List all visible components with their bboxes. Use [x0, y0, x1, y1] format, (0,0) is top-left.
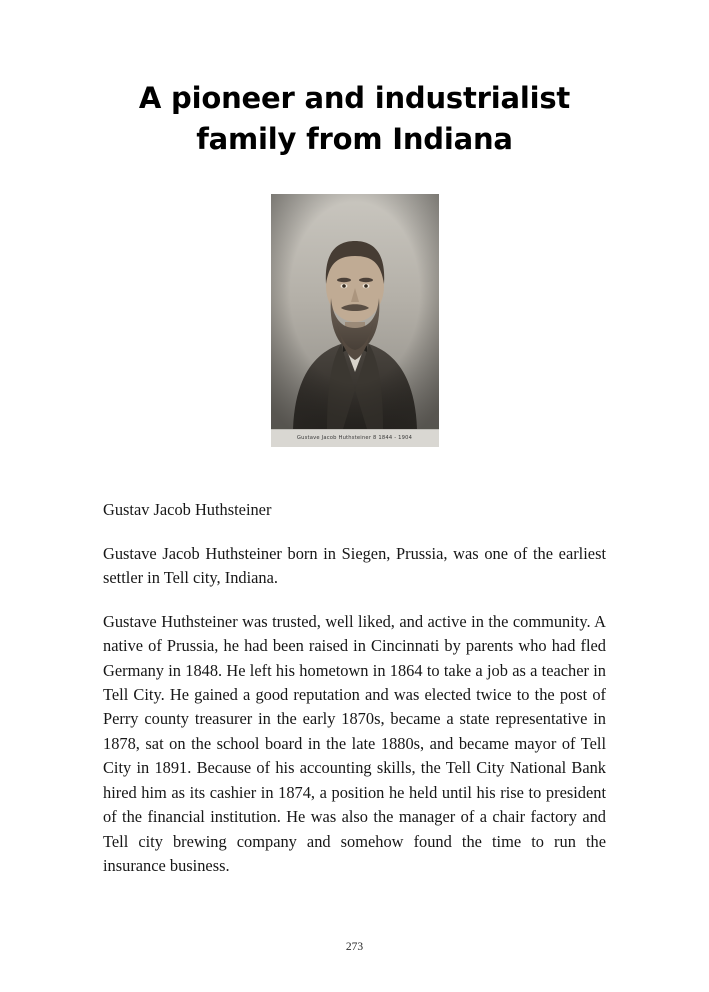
subject-name: Gustav Jacob Huthsteiner: [103, 500, 272, 520]
page-number: 273: [345, 941, 364, 953]
photo-frame: [271, 194, 439, 447]
photo-caption: Gustave Jacob Huthsteiner 8 1844 - 1904: [271, 429, 439, 447]
biography-paragraph: Gustave Huthsteiner was trusted, well liked, and active in the community. A native of Prussia, he had been raised in Cincinnati by parents who had fled Germany in 1848. He left his hometown in 1864 to take a job as a teacher in Tell City. He gained a good reputation and was elected twice to the post of Perry county treasurer in the early 1870s, became a state representative in 1878, sat on the school board in the late 1880s, and became mayor of Tell City in 1891. Because of his accounting skills, the Tell City National Bank hired him as its cashier in 1874, a position he held until his rise to president of the financial institution. He was also the manager of a chair factory and Tell city brewing company and somehow found the time to run the insurance business.: [103, 611, 606, 876]
intro-paragraph: Gustave Jacob Huthsteiner born in Siegen, Prussia, was one of the earliest settler in Tell city, Indiana.: [103, 543, 606, 588]
portrait-photograph: [271, 194, 439, 429]
portrait-figure: [103, 160, 606, 452]
page-title: A pioneer and industrialist family from Indiana: [138, 81, 571, 157]
page-content: [103, 0, 606, 878]
